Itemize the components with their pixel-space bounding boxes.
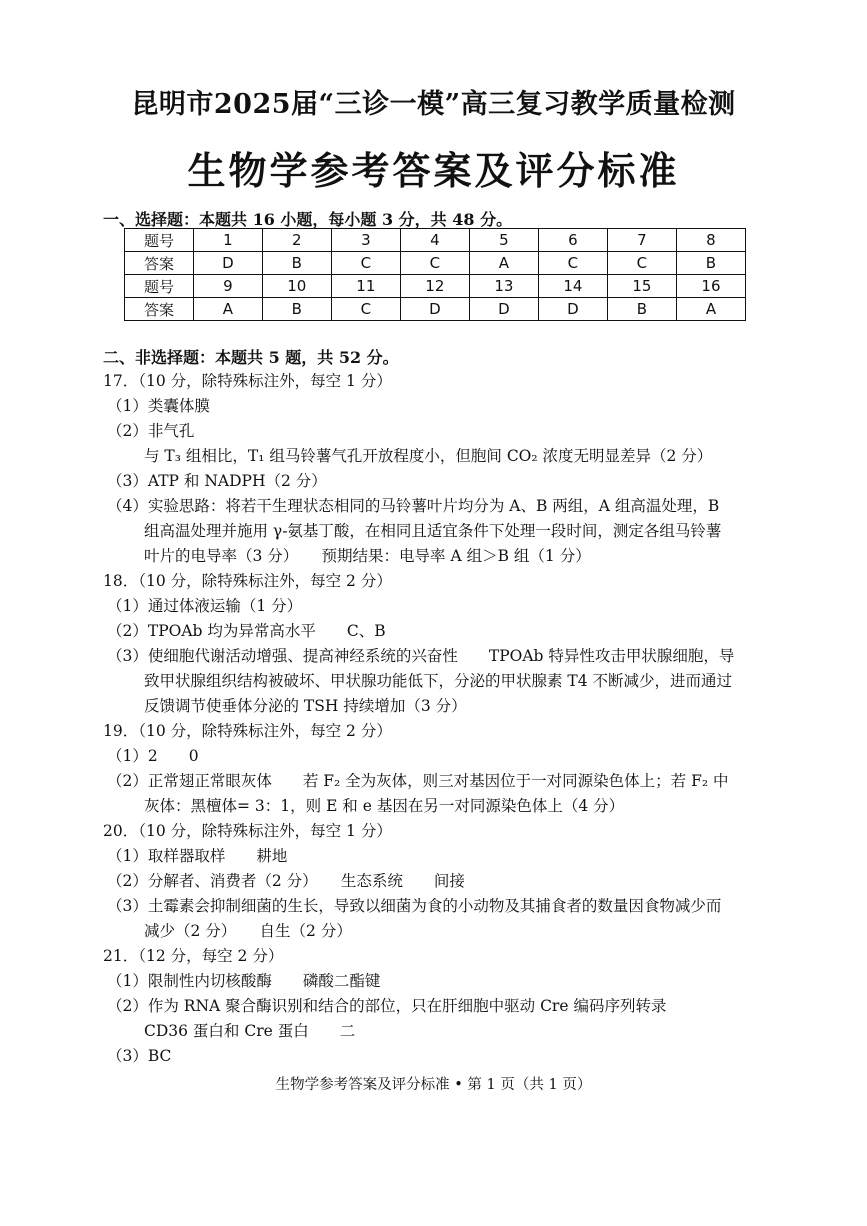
- table-cell: 16: [676, 275, 745, 298]
- answer-line: CD36 蛋白和 Cre 蛋白 二: [144, 1022, 356, 1040]
- section1-heading: 一、选择题：本题共 16 小题，每小题 3 分，共 48 分。: [103, 210, 513, 229]
- table-row: [125, 275, 746, 298]
- table-cell: 7: [607, 229, 676, 252]
- table-cell: 10: [262, 275, 331, 298]
- question-18-header: 18．（10 分，除特殊标注外，每空 2 分）: [103, 572, 392, 590]
- answer-line: 组高温处理并施用 γ-氨基丁酸，在相同且适宜条件下处理一段时间，测定各组马铃薯: [144, 522, 722, 540]
- answer-line: （3）使细胞代谢活动增强、提高神经系统的兴奋性 TPOAb 特异性攻击甲状腺细胞，导: [107, 647, 735, 665]
- table-cell: B: [676, 252, 745, 275]
- row-label: 答案: [125, 298, 194, 321]
- table-cell: C: [400, 252, 469, 275]
- table-cell: C: [607, 252, 676, 275]
- table-cell: 1: [193, 229, 262, 252]
- table-cell: B: [262, 298, 331, 321]
- answer-line: （2）作为 RNA 聚合酶识别和结合的部位，只在肝细胞中驱动 Cre 编码序列转录: [107, 997, 667, 1015]
- answer-line: （1）限制性内切核酸酶 磷酸二酯键: [107, 972, 381, 990]
- answer-line: （3）ATP 和 NADPH（2 分）: [107, 472, 327, 490]
- row-label: 答案: [125, 252, 194, 275]
- answer-line: 灰体：黑檀体= 3：1，则 E 和 e 基因在另一对同源染色体上（4 分）: [144, 797, 625, 815]
- answer-line: （1）通过体液运输（1 分）: [107, 597, 303, 615]
- table-cell: 6: [538, 229, 607, 252]
- table-cell: C: [538, 252, 607, 275]
- answer-line: （2）TPOAb 均为异常高水平 C、B: [107, 622, 386, 640]
- table-row: [125, 229, 746, 252]
- table-cell: D: [469, 298, 538, 321]
- table-cell: D: [538, 298, 607, 321]
- table-cell: 2: [262, 229, 331, 252]
- question-21-header: 21．（12 分，每空 2 分）: [103, 947, 284, 965]
- answer-line: （1）类囊体膜: [107, 397, 210, 415]
- table-cell: D: [400, 298, 469, 321]
- table-cell: A: [469, 252, 538, 275]
- row-label: 题号: [125, 229, 194, 252]
- answer-line: （1）2 0: [107, 747, 199, 765]
- answer-table: [124, 228, 746, 321]
- table-cell: D: [193, 252, 262, 275]
- table-cell: B: [262, 252, 331, 275]
- table-row: [125, 252, 746, 275]
- table-cell: 11: [331, 275, 400, 298]
- table-cell: 13: [469, 275, 538, 298]
- answer-line: （3）土霉素会抑制细菌的生长，导致以细菌为食的小动物及其捕食者的数量因食物减少而: [107, 897, 722, 915]
- table-cell: 9: [193, 275, 262, 298]
- table-cell: A: [193, 298, 262, 321]
- answer-line: （2）正常翅正常眼灰体 若 F₂ 全为灰体，则三对基因位于一对同源染色体上；若 F₂ 中: [107, 772, 729, 790]
- answer-line: （1）取样器取样 耕地: [107, 847, 288, 865]
- answer-line: （2）分解者、消费者（2 分） 生态系统 间接: [107, 872, 465, 890]
- table-cell: A: [676, 298, 745, 321]
- answer-line: （2）非气孔: [107, 422, 195, 440]
- page-footer: 生物学参考答案及评分标准 • 第 1 页（共 1 页）: [275, 1077, 592, 1093]
- answer-line: 反馈调节使垂体分泌的 TSH 持续增加（3 分）: [144, 697, 467, 715]
- table-cell: 14: [538, 275, 607, 298]
- table-cell: 15: [607, 275, 676, 298]
- table-cell: B: [607, 298, 676, 321]
- row-label: 题号: [125, 275, 194, 298]
- answer-line: （3）BC: [107, 1047, 172, 1065]
- section2-heading: 二、非选择题：本题共 5 题，共 52 分。: [103, 348, 399, 367]
- table-cell: C: [331, 298, 400, 321]
- question-19-header: 19．（10 分，除特殊标注外，每空 2 分）: [103, 722, 392, 740]
- table-cell: 4: [400, 229, 469, 252]
- document-title: 昆明市2025届“三诊一模”高三复习教学质量检测: [131, 89, 736, 120]
- table-cell: 8: [676, 229, 745, 252]
- table-cell: 3: [331, 229, 400, 252]
- table-cell: C: [331, 252, 400, 275]
- table-cell: 12: [400, 275, 469, 298]
- table-cell: 5: [469, 229, 538, 252]
- answer-line: 致甲状腺组织结构被破坏、甲状腺功能低下，分泌的甲状腺素 T4 不断减少，进而通过: [144, 672, 733, 690]
- question-20-header: 20．（10 分，除特殊标注外，每空 1 分）: [103, 822, 392, 840]
- answer-line: 减少（2 分） 自生（2 分）: [144, 922, 352, 940]
- table-row: [125, 298, 746, 321]
- answer-line: （4）实验思路：将若干生理状态相同的马铃薯叶片均分为 A、B 两组，A 组高温处理，B: [107, 497, 720, 515]
- document-subtitle: 生物学参考答案及评分标准: [187, 148, 680, 193]
- answer-line: 叶片的电导率（3 分） 预期结果：电导率 A 组＞B 组（1 分）: [144, 547, 591, 565]
- answer-line: 与 T₃ 组相比，T₁ 组马铃薯气孔开放程度小，但胞间 CO₂ 浓度无明显差异（2 分）: [144, 447, 713, 465]
- question-17-header: 17．（10 分，除特殊标注外，每空 1 分）: [103, 372, 392, 390]
